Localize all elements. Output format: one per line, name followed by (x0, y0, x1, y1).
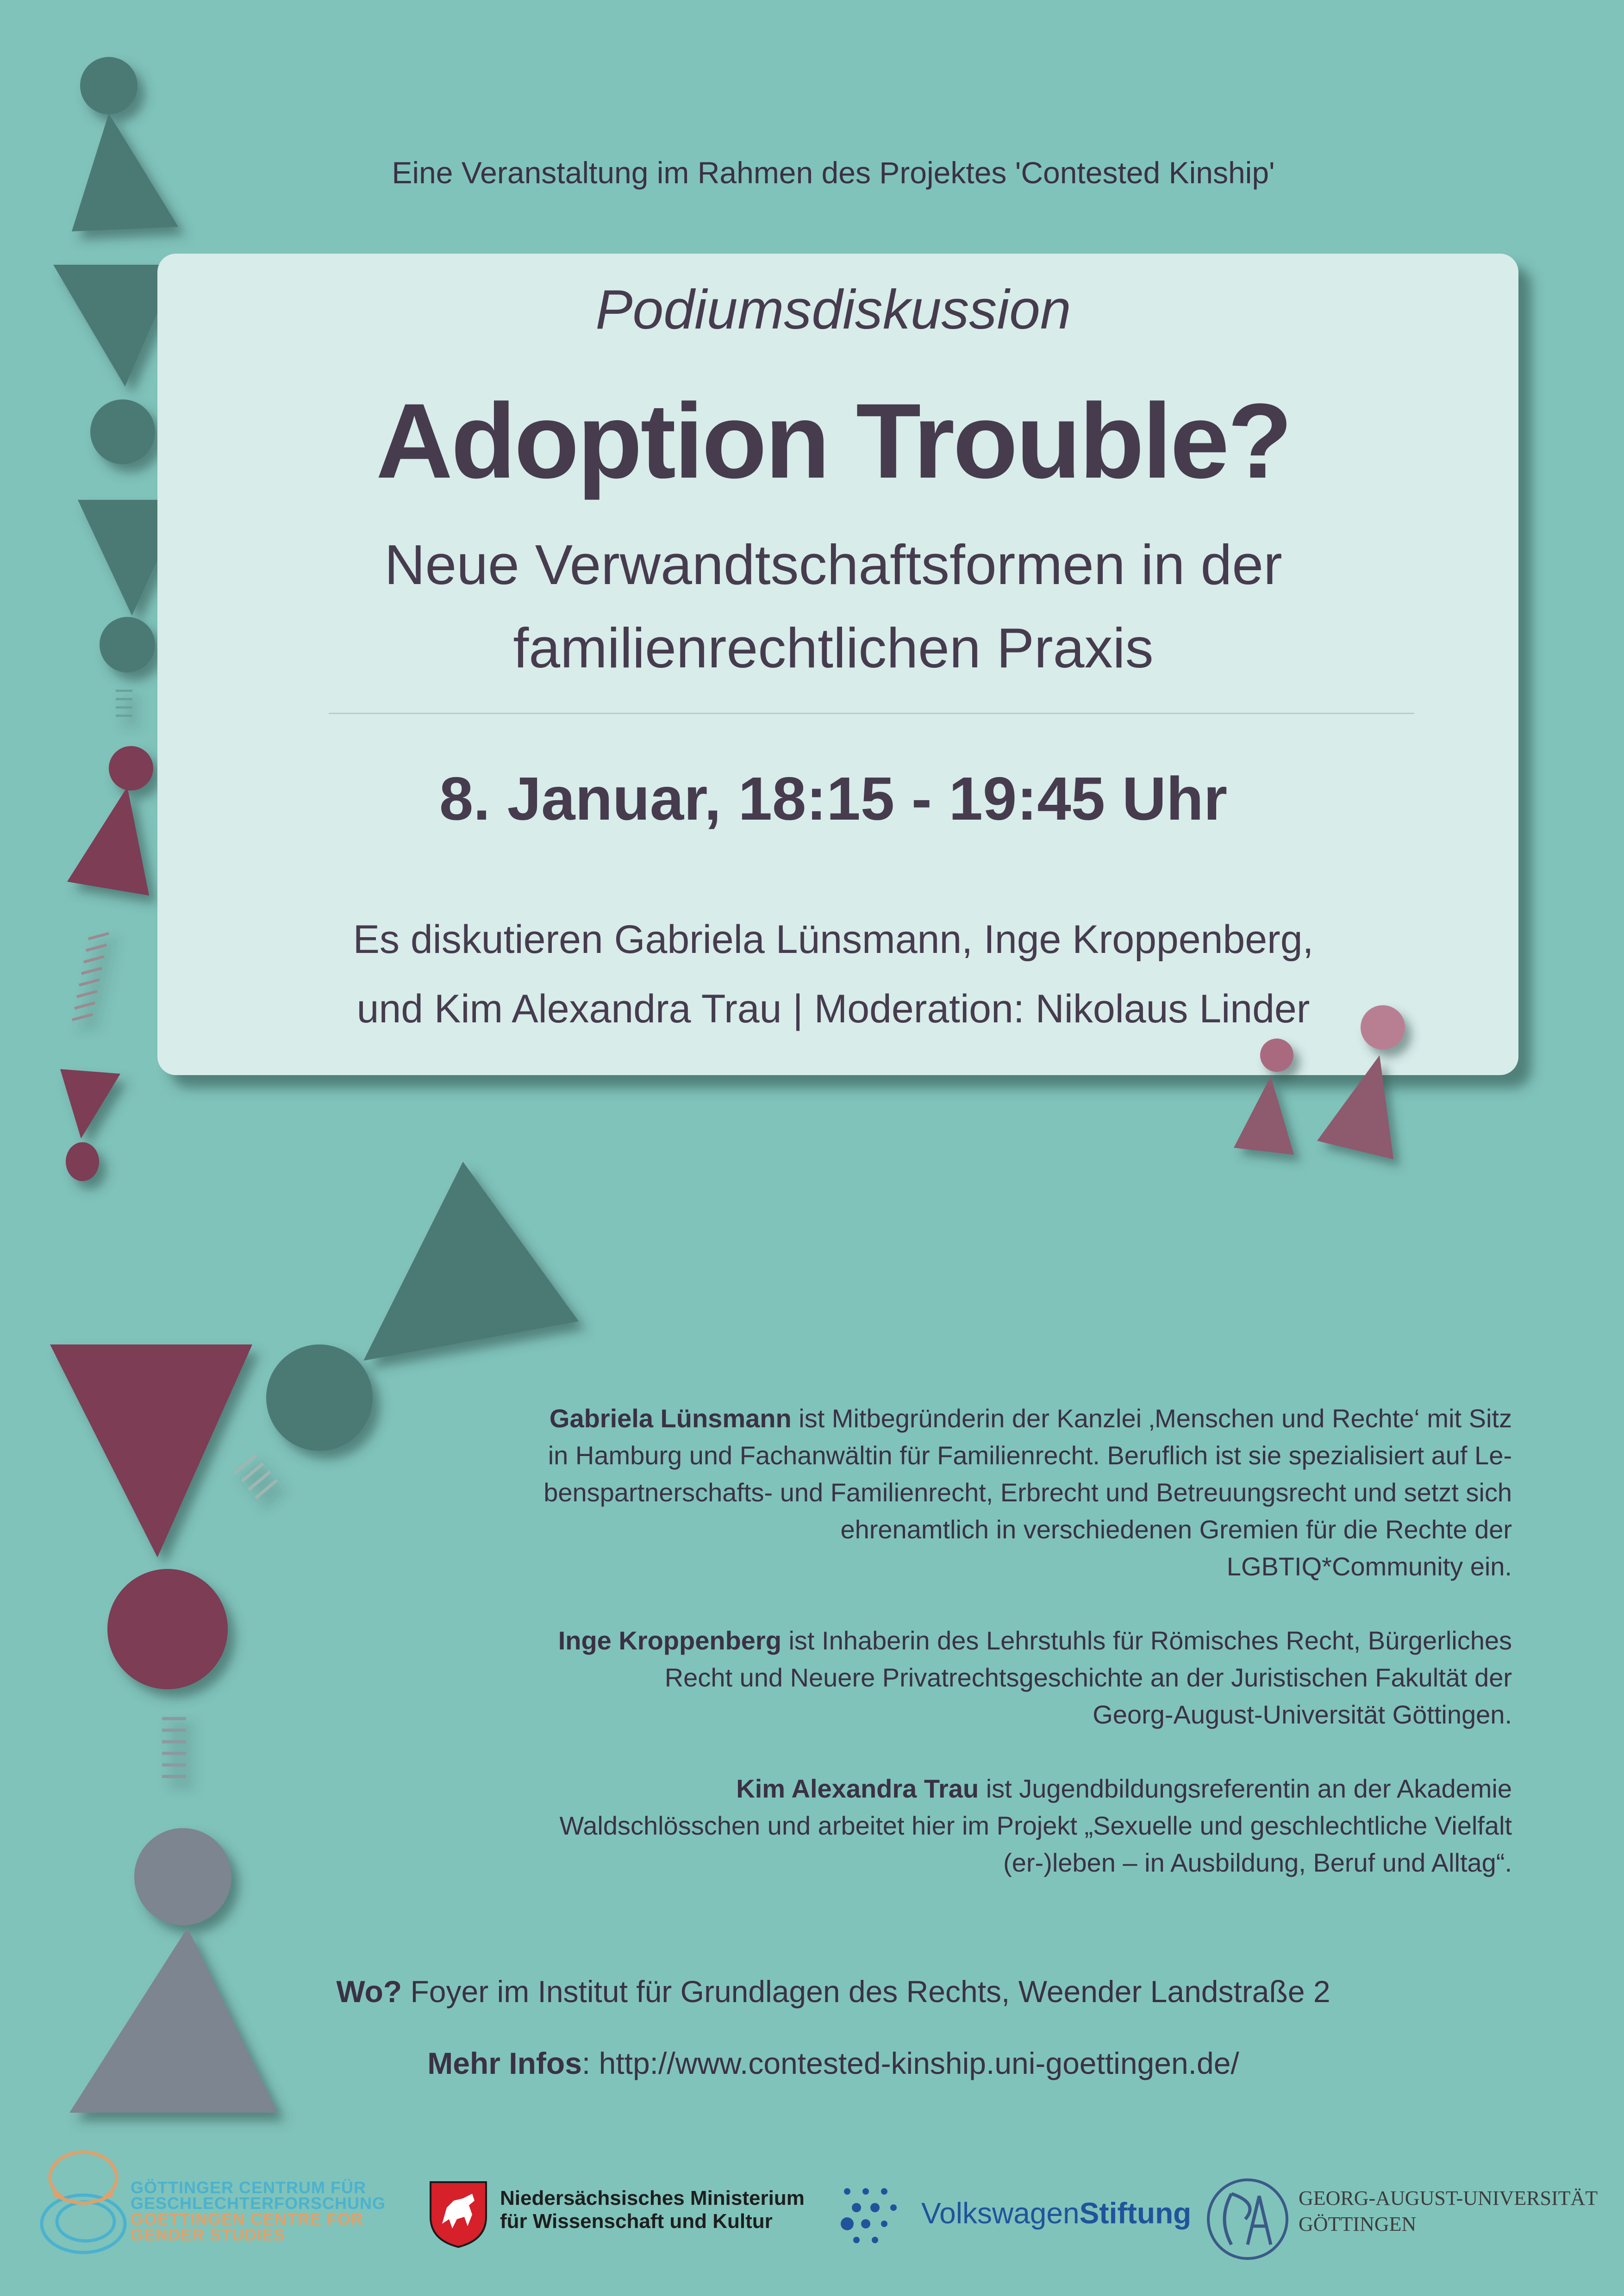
dash-marks (116, 690, 132, 717)
ministry-line: Niedersächsisches Ministerium (500, 2187, 805, 2209)
uni-line: GEORG-AUGUST-UNIVERSITÄT (1299, 2187, 1598, 2209)
university-seal-icon (1204, 2175, 1292, 2263)
university-logo-text (1299, 2185, 1598, 2237)
event-subtitle (0, 523, 1624, 690)
gcg-line: GESCHLECHTERFORSCHUNG (131, 2194, 386, 2213)
teal-circle-shape (80, 57, 137, 114)
subtitle-line: familienrechtlichen Praxis (513, 616, 1154, 679)
wine-circle-shape (107, 1569, 228, 1689)
gcg-logo-icon (35, 2143, 132, 2259)
bio-text: ist Mitbegründerin der Kanzlei ‚Menschen und Rechte‘ mit Sitz (799, 1404, 1512, 1433)
event-kicker: Podiumsdiskussion (595, 279, 1071, 341)
gcg-line: GENDER STUDIES (131, 2225, 286, 2244)
more-info-url[interactable]: : http://www.contested-kinship.uni-goettingen.de/ (581, 2046, 1239, 2080)
bio-text: Recht und Neuere Privatrechtsgeschichte an der Juristischen Fakultät der (664, 1663, 1512, 1692)
wine-triangle-shape (50, 1344, 252, 1557)
bio-text: (er-)leben – in Ausbildung, Beruf und Alltag“. (1003, 1848, 1512, 1877)
grey-triangle-shape (69, 1928, 278, 2113)
more-info-label: Mehr Infos (427, 2046, 582, 2080)
bio-text: LGBTIQ*Community ein. (1226, 1552, 1512, 1581)
more-info (0, 2046, 1624, 2081)
gcg-line: GÖTTINGER CENTRUM FÜR (131, 2178, 366, 2197)
subtitle-line: Neue Verwandtschaftsformen in der (384, 533, 1282, 596)
ministry-line: für Wissenschaft und Kultur (500, 2210, 773, 2233)
bio-name: Gabriela Lünsmann (549, 1404, 792, 1433)
volkswagen-stiftung-dots-icon (838, 2184, 907, 2249)
vw-bold: Stiftung (1079, 2196, 1192, 2230)
uni-line: GÖTTINGEN (1299, 2213, 1417, 2235)
bio-kroppenberg (262, 1622, 1512, 1733)
venue-text: Foyer im Institut für Grundlagen des Rechts, Weender Landstraße 2 (410, 1974, 1330, 2009)
wine-triangle-shape (60, 1069, 120, 1139)
gcg-line: GOETTINGEN CENTRE FOR (131, 2209, 364, 2228)
event-title: Adoption Trouble? (375, 381, 1291, 500)
speaker-bios (262, 1400, 1512, 1918)
venue-label: Wo? (336, 1974, 402, 2009)
ministry-logo-text (500, 2187, 805, 2233)
panel-line: und Kim Alexandra Trau | Moderation: Nikolaus Linder (356, 987, 1310, 1031)
bio-name: Inge Kroppenberg (558, 1626, 781, 1655)
dash-marks (162, 1717, 186, 1778)
grey-circle-shape (134, 1828, 231, 1925)
lower-saxony-crest-icon (428, 2180, 488, 2249)
panel-line: Es diskutieren Gabriela Lünsmann, Inge Kroppenberg, (353, 917, 1314, 962)
gcg-logo-text (131, 2180, 386, 2243)
bio-text: ist Jugendbildungsreferentin an der Akademie (986, 1774, 1512, 1803)
bio-text: ehrenamtlich in verschiedenen Gremien für die Rechte der (840, 1515, 1512, 1544)
mauve-triangle-shape (1234, 1076, 1294, 1155)
bio-text: in Hamburg und Fachanwältin für Familienrecht. Beruflich ist sie spezialisiert auf Le- (548, 1441, 1512, 1470)
event-date: 8. Januar, 18:15 - 19:45 Uhr (439, 765, 1228, 833)
event-tagline: Eine Veranstaltung im Rahmen des Projektes 'Contested Kinship' (392, 156, 1275, 190)
bio-name: Kim Alexandra Trau (736, 1774, 979, 1803)
divider (329, 713, 1414, 714)
bio-luensmann (262, 1400, 1512, 1585)
volkswagen-stiftung-logo-text (921, 2196, 1191, 2230)
bio-text: Georg-August-Universität Göttingen. (1093, 1700, 1512, 1729)
bio-trau (262, 1770, 1512, 1881)
panel-participants (0, 905, 1624, 1044)
wine-circle-shape (66, 1142, 99, 1181)
bio-text: Waldschlösschen und arbeitet hier im Projekt „Sexuelle und geschlechtliche Vielfalt (559, 1811, 1512, 1840)
bio-text: benspartnerschafts- und Familienrecht, Erbrecht und Betreuungsrecht und setzt sich (543, 1478, 1512, 1507)
teal-triangle-shape (363, 1162, 579, 1361)
bio-text: ist Inhaberin des Lehrstuhls für Römisches Recht, Bürgerliches (788, 1626, 1512, 1655)
venue (0, 1974, 1624, 2009)
vw-regular: Volkswagen (921, 2196, 1080, 2230)
mauve-triangle-shape (1317, 1055, 1393, 1159)
